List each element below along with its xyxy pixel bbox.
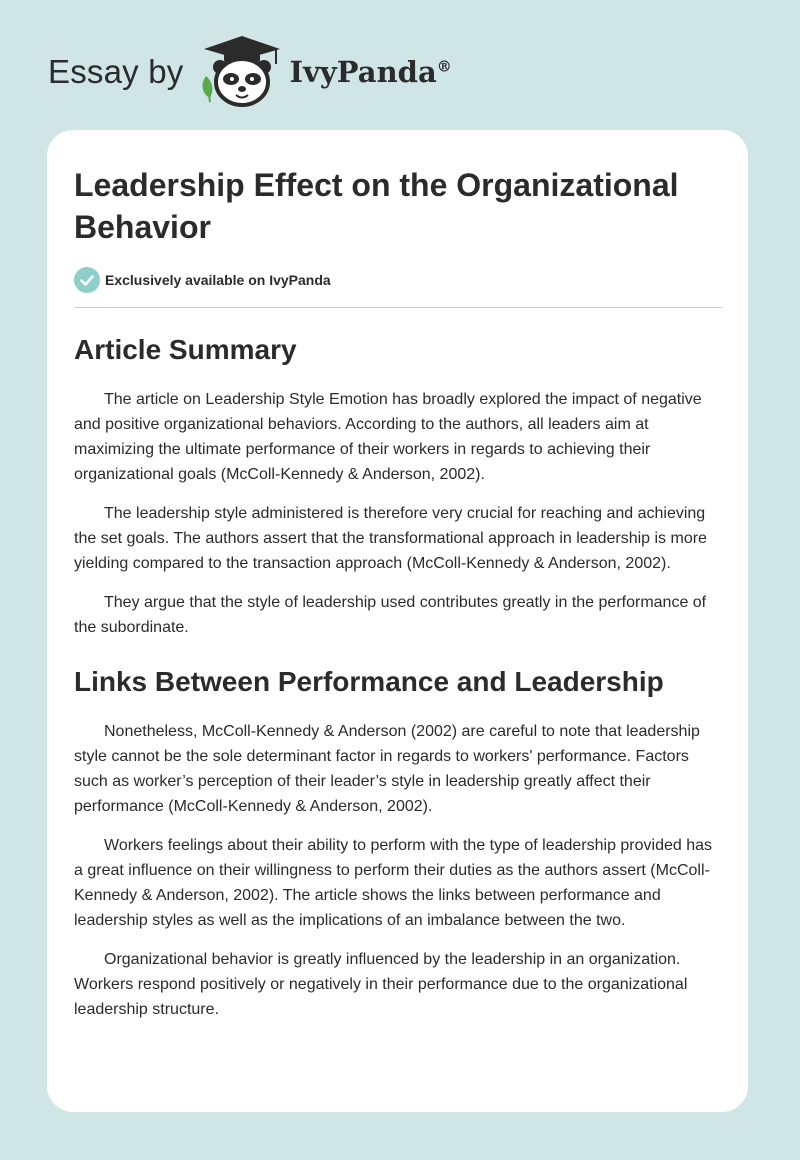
section-links-performance-leadership [74,666,722,1022]
panda-logo-icon[interactable] [198,34,286,110]
paragraph: The leadership style administered is therefore very crucial for reaching and achieving the set goals. The authors assert that the transformational approach in leadership is more yielding compared to the transaction approach (McColl-Kennedy & Anderson, 2002). [74,505,707,572]
section-heading: Links Between Performance and Leadership [74,666,664,697]
article-card [47,130,748,1112]
brand-prefix: Essay by [48,53,184,90]
brand-header [48,34,452,110]
title-divider [74,307,722,308]
paragraph: Workers feelings about their ability to perform with the type of leadership provided has a great influence on their willingness to perform their duties as the authors assert (McColl-Kennedy & Anderson, 2002). The article shows the links between performance and leadership styles as well as the implications of an imbalance between the two. [74,837,713,929]
paragraph: The article on Leadership Style Emotion has broadly explored the impact of negative and positive organizational behaviors. According to the authors, all leaders aim at maximizing the ultimate performance of their workers in regards to achieving their organizational goals (McColl-Kennedy & Anderson, 2002). [74,391,702,483]
exclusive-badge-label: Exclusively available on IvyPanda [105,272,331,288]
exclusive-badge [74,266,722,294]
article-title: Leadership Effect on the Organizational Behavior [74,167,679,245]
paragraph: Nonetheless, McColl-Kennedy & Anderson (2002) are careful to note that leadership style cannot be the sole determinant factor in regards to workers' performance. Factors such as worker’s perception of their leader’s style in leadership greatly affect their performance (McColl-Kennedy & Anderson, 2002). [74,723,700,815]
paragraph: They argue that the style of leadership used contributes greatly in the performance of the subordinate. [74,594,707,636]
check-circle-icon [74,267,100,293]
section-heading: Article Summary [74,334,297,365]
section-article-summary [74,334,722,640]
brand-name: IvyPanda® [289,55,452,89]
paragraph: Organizational behavior is greatly influenced by the leadership in an organization. Workers respond positively or negatively in their performance due to the organizational leadership structure. [74,951,688,1018]
